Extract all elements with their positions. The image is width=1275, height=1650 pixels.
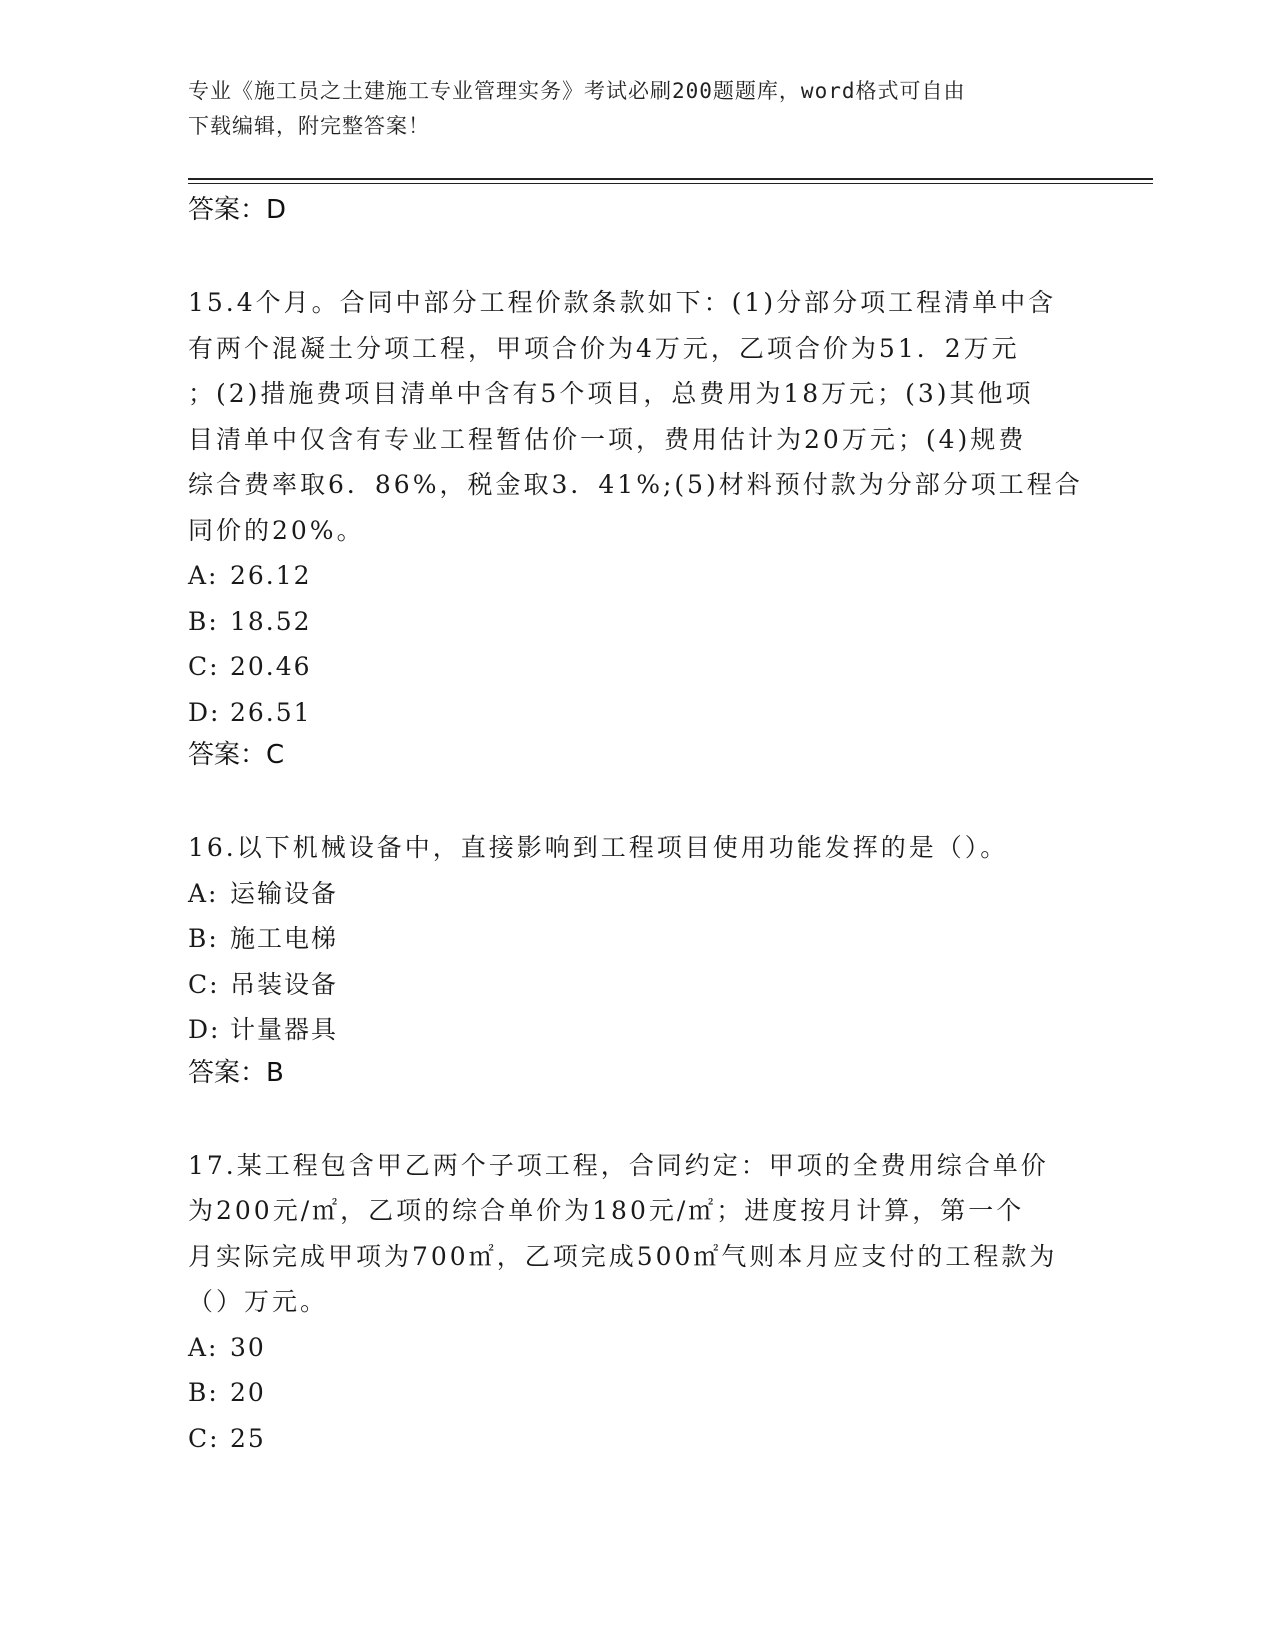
answer-line: 答案：D (188, 195, 287, 225)
option-b (188, 916, 1088, 962)
option-text: 施工电梯 (230, 924, 339, 953)
question-line: 目清单中仅含有专业工程暂估价一项，费用估计为20万元；(4)规费 (188, 424, 1027, 454)
option-text: 18.52 (230, 606, 312, 636)
question-line: 15.4个月。合同中部分工程价款条款如下：(1)分部分项工程清单中含 (188, 288, 1057, 317)
option-text: 吊装设备 (230, 969, 339, 999)
document-body (188, 190, 1088, 1461)
option-letter: B: (188, 1378, 219, 1407)
option-text: 26.51 (230, 697, 312, 727)
spacer (188, 1093, 1088, 1143)
option-a (188, 1325, 1088, 1371)
question-block (188, 825, 1088, 1093)
option-letter: A: (188, 1332, 219, 1362)
question-text (188, 1143, 1088, 1325)
question-line: 17.某工程包含甲乙两个子项工程，合同约定：甲项的全费用综合单价 (188, 1150, 1049, 1180)
question-line: 为200元/㎡，乙项的综合单价为180元/㎡；进度按月计算，第一个 (188, 1196, 1025, 1225)
question-line: 月实际完成甲项为700㎡，乙项完成500㎡气则本月应支付的工程款为 (188, 1241, 1058, 1271)
option-letter: C: (188, 652, 220, 681)
option-text: 20 (230, 1378, 266, 1407)
question-block (188, 1143, 1088, 1462)
document-header (188, 74, 1068, 144)
header-line-2: 下载编辑，附完整答案！ (188, 114, 430, 138)
option-letter: B: (188, 924, 219, 953)
option-d (188, 690, 1088, 736)
option-text: 25 (230, 1423, 266, 1453)
spacer (188, 775, 1088, 825)
option-letter: D: (188, 1015, 221, 1044)
option-d (188, 1007, 1088, 1053)
question-line: 16.以下机械设备中，直接影响到工程项目使用功能发挥的是（）。 (188, 833, 1009, 862)
option-letter: A: (188, 561, 219, 590)
option-text: 20.46 (230, 652, 312, 681)
option-text: 26.12 (230, 561, 312, 590)
option-text: 运输设备 (230, 878, 339, 908)
answer-line: 答案：B (188, 1057, 284, 1088)
option-letter: B: (188, 606, 219, 636)
question-line: （）万元。 (188, 1287, 329, 1316)
option-a (188, 871, 1088, 917)
question-line: 同价的20%。 (188, 515, 365, 545)
spacer (188, 230, 1088, 280)
question-line: 有两个混凝土分项工程，甲项合价为4万元，乙项合价为51．2万元 (188, 333, 1020, 363)
question-block (188, 280, 1088, 775)
question-text (188, 280, 1088, 553)
option-text: 计量器具 (230, 1015, 339, 1044)
document-page (188, 0, 1148, 1650)
option-a (188, 553, 1088, 599)
question-text (188, 825, 1088, 871)
option-c (188, 644, 1088, 690)
option-b (188, 599, 1088, 645)
option-text: 30 (230, 1332, 266, 1362)
answer-line: 答案：C (188, 740, 285, 770)
option-b (188, 1370, 1088, 1416)
question-line: 综合费率取6．86%，税金取3．41%;(5)材料预付款为分部分项工程合 (188, 470, 1083, 499)
option-letter: D: (188, 697, 221, 727)
option-letter: C: (188, 969, 220, 999)
option-c (188, 1416, 1088, 1462)
option-letter: C: (188, 1423, 220, 1453)
header-line-1: 专业《施工员之土建施工专业管理实务》考试必刷200题题库，word格式可自由 (188, 79, 966, 103)
option-letter: A: (188, 878, 219, 908)
header-divider (188, 178, 1153, 184)
question-line: ；(2)措施费项目清单中含有5个项目，总费用为18万元；(3)其他项 (188, 379, 1034, 408)
option-c (188, 962, 1088, 1008)
